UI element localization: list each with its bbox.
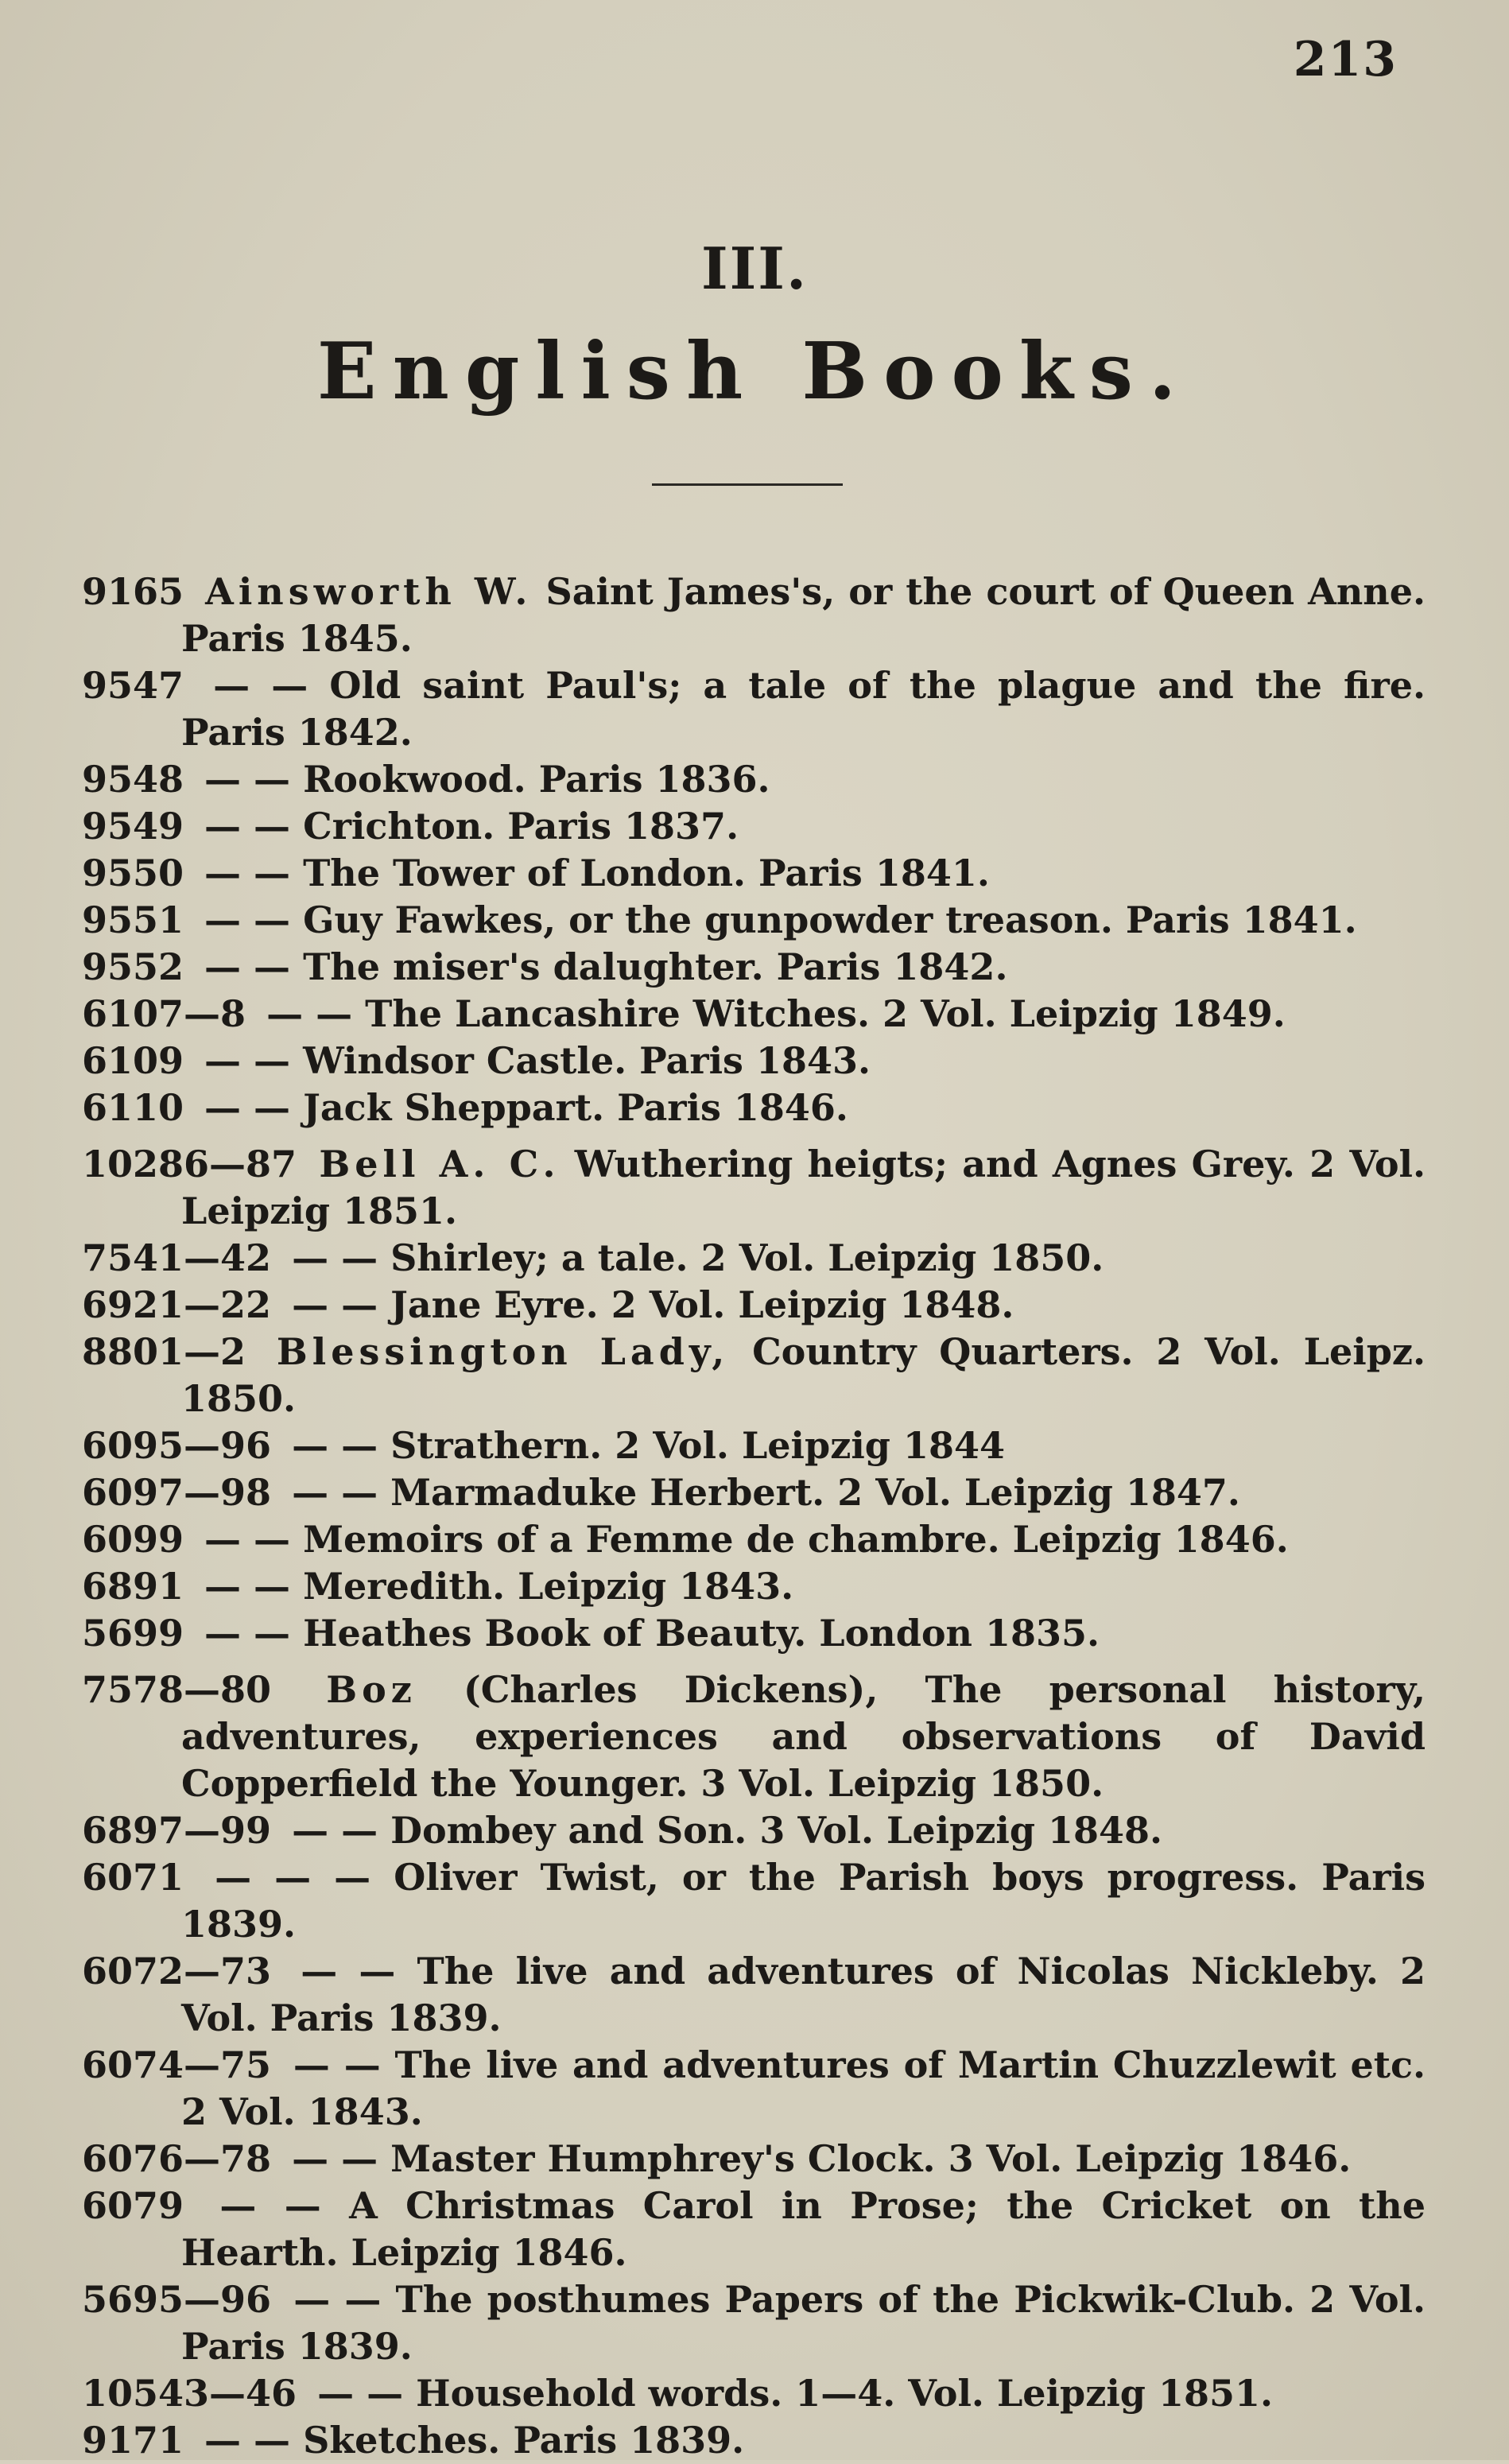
entry-text: — — The live and adventures of Nicolas Nickleby. 2 Vol. Paris 1839. — [181, 1950, 1426, 2039]
catalog-entry — [82, 897, 1426, 944]
entry-number: 6107—8 — [82, 992, 246, 1035]
entry-text: (Charles Dickens), The personal history, adventures, experiences and observations of David Copperfield the Younger. 3 Vol. Leipzig 1850. — [181, 1668, 1426, 1805]
section-number: III. — [700, 235, 809, 302]
entry-number: 9165 — [82, 570, 184, 613]
entry-list — [82, 568, 1426, 2464]
entry-author: Boz — [326, 1668, 417, 1711]
entry-number: 9551 — [82, 898, 184, 941]
catalog-entry — [82, 850, 1426, 897]
section-title: English Books. — [316, 326, 1193, 417]
entry-number: 8801—2 — [82, 1330, 246, 1373]
catalog-entry — [82, 1085, 1426, 1131]
entry-number: 10543—46 — [82, 2372, 297, 2415]
catalog-entry — [82, 756, 1426, 803]
title-divider — [652, 483, 843, 486]
entry-text: — — Shirley; a tale. 2 Vol. Leipzig 1850. — [292, 1236, 1104, 1279]
catalog-entry — [82, 1038, 1426, 1085]
entry-text: — — Master Humphrey's Clock. 3 Vol. Leipzig 1846. — [292, 2137, 1352, 2180]
entry-number: 5699 — [82, 1612, 184, 1655]
catalog-entry — [82, 1610, 1426, 1657]
entry-text: — — Crichton. Paris 1837. — [204, 805, 739, 848]
catalog-entry — [82, 1235, 1426, 1282]
catalog-entry — [82, 1329, 1426, 1422]
catalog-entry — [82, 2417, 1426, 2464]
catalog-entry — [82, 568, 1426, 662]
entry-number: 10286—87 — [82, 1143, 297, 1185]
entry-text: — — — Oliver Twist, or the Parish boys progress. Paris 1839. — [181, 1856, 1426, 1946]
entry-number: 9549 — [82, 805, 184, 848]
catalog-entry — [82, 1807, 1426, 1854]
entry-text: — — Sketches. Paris 1839. — [204, 2419, 745, 2462]
entry-text: — — Jane Eyre. 2 Vol. Leipzig 1848. — [292, 1283, 1014, 1326]
entry-text: Wuthering heigts; and Agnes Grey. 2 Vol. Leipzig 1851. — [181, 1143, 1426, 1232]
entry-text: — — Guy Fawkes, or the gunpowder treason. Paris 1841. — [204, 898, 1357, 941]
entry-text: — — The posthumes Papers of the Pickwik-Club. 2 Vol. Paris 1839. — [181, 2278, 1426, 2368]
catalog-entry — [82, 803, 1426, 850]
entry-number: 6921—22 — [82, 1283, 272, 1326]
catalog-entry — [82, 2276, 1426, 2370]
catalog-entry — [82, 1422, 1426, 1469]
entry-number: 6074—75 — [82, 2043, 272, 2086]
entry-text: — — The live and adventures of Martin Chuzzlewit etc. 2 Vol. 1843. — [181, 2043, 1426, 2133]
entry-text: — — Dombey and Son. 3 Vol. Leipzig 1848. — [292, 1809, 1163, 1852]
entry-text: — — Marmaduke Herbert. 2 Vol. Leipzig 1847. — [292, 1471, 1240, 1514]
entry-author: Bell A. C. — [319, 1143, 561, 1185]
catalog-entry — [82, 2042, 1426, 2136]
entry-number: 6099 — [82, 1518, 184, 1561]
entry-text: — — A Christmas Carol in Prose; the Cricket on the Hearth. Leipzig 1846. — [181, 2184, 1426, 2274]
catalog-entry — [82, 662, 1426, 756]
entry-text: — — Meredith. Leipzig 1843. — [204, 1565, 794, 1608]
entry-number: 7541—42 — [82, 1236, 272, 1279]
catalog-entry — [82, 1141, 1426, 1235]
entry-number: 9552 — [82, 945, 184, 988]
entry-text: Country Quarters. 2 Vol. Leipz. 1850. — [181, 1330, 1426, 1420]
catalog-entry — [82, 1282, 1426, 1329]
entry-number: 6071 — [82, 1856, 184, 1899]
entry-number: 6097—98 — [82, 1471, 272, 1514]
entry-author: Ainsworth W. — [205, 570, 533, 613]
entry-text: — — Household words. 1—4. Vol. Leipzig 1851. — [317, 2372, 1274, 2415]
catalog-entry — [82, 1667, 1426, 1807]
entry-number: 6897—99 — [82, 1809, 272, 1852]
entry-text: — — The Tower of London. Paris 1841. — [204, 852, 990, 894]
entry-text: — — Old saint Paul's; a tale of the plague and the fire. Paris 1842. — [181, 664, 1426, 754]
entry-text: — — The miser's dalughter. Paris 1842. — [204, 945, 1008, 988]
entry-text: — — Jack Sheppart. Paris 1846. — [204, 1086, 848, 1129]
entry-number: 9171 — [82, 2419, 184, 2462]
entry-text: — — Strathern. 2 Vol. Leipzig 1844 — [292, 1424, 1005, 1467]
entry-author: Blessington Lady, — [276, 1330, 730, 1373]
entry-text: — — Rookwood. Paris 1836. — [204, 758, 770, 801]
entry-number: 6109 — [82, 1039, 184, 1082]
entry-number: 6076—78 — [82, 2137, 272, 2180]
catalog-entry — [82, 1948, 1426, 2042]
entry-number: 9548 — [82, 758, 184, 801]
entry-text: — — Heathes Book of Beauty. London 1835. — [204, 1612, 1100, 1655]
entry-text: Saint James's, or the court of Queen Anne. Paris 1845. — [181, 570, 1426, 660]
catalog-entry — [82, 2136, 1426, 2183]
entry-number: 6072—73 — [82, 1950, 272, 1993]
entry-number: 7578—80 — [82, 1668, 272, 1711]
entry-number: 6079 — [82, 2184, 184, 2227]
entry-number: 6095—96 — [82, 1424, 272, 1467]
entry-text: — — Windsor Castle. Paris 1843. — [204, 1039, 871, 1082]
entry-number: 6110 — [82, 1086, 184, 1129]
catalog-entry — [82, 944, 1426, 991]
entry-number: 6891 — [82, 1565, 184, 1608]
catalog-entry — [82, 1516, 1426, 1563]
catalog-entry — [82, 2370, 1426, 2417]
entry-text: — — Memoirs of a Femme de chambre. Leipzig 1846. — [204, 1518, 1289, 1561]
catalog-entry — [82, 1469, 1426, 1516]
entry-number: 5695—96 — [82, 2278, 272, 2321]
catalog-entry — [82, 1854, 1426, 1948]
catalog-entry — [82, 991, 1426, 1038]
page-number: 213 — [1293, 32, 1398, 87]
entry-text: — — The Lancashire Witches. 2 Vol. Leipzig 1849. — [266, 992, 1286, 1035]
entry-number: 9550 — [82, 852, 184, 894]
catalog-entry — [82, 2183, 1426, 2276]
entry-number: 9547 — [82, 664, 184, 707]
catalog-entry — [82, 1563, 1426, 1610]
